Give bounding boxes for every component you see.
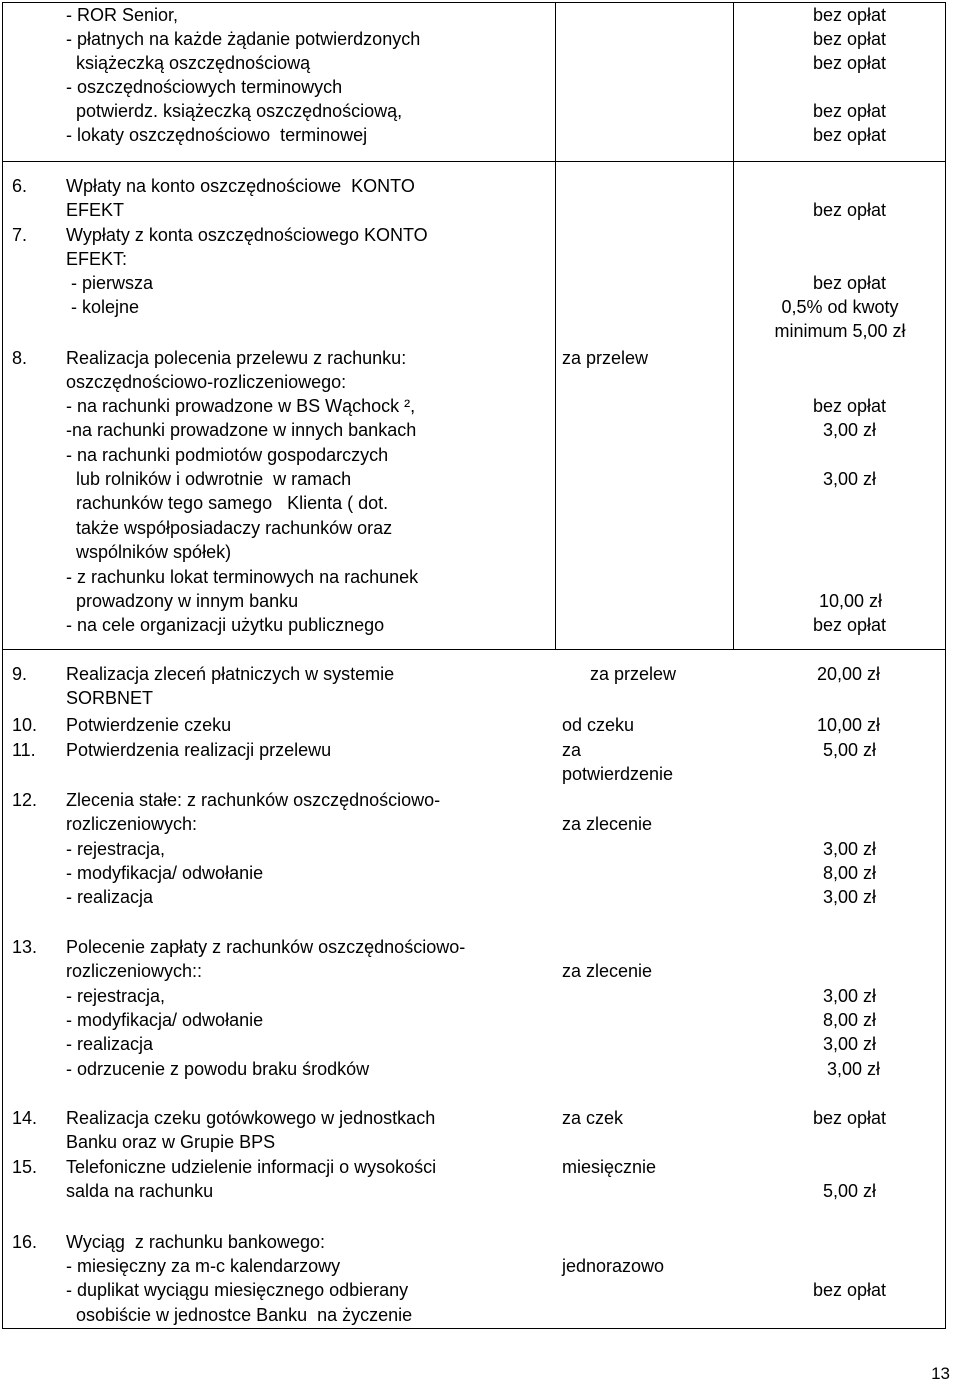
row-text: - na cele organizacji użytku publicznego: [66, 615, 385, 635]
column-divider-2: [733, 2, 734, 650]
row-number: 7.: [12, 225, 28, 245]
row-text: - oszczędnościowych terminowych: [66, 77, 343, 97]
row-text: książeczką oszczędnościową: [66, 53, 311, 73]
row-text: - ROR Senior,: [66, 5, 179, 25]
row-number: 16.: [12, 1232, 38, 1252]
row-text: Potwierdzenie czeku: [66, 715, 232, 735]
fee-value: bez opłat: [812, 273, 886, 293]
unit-label: za przelew: [562, 348, 649, 368]
unit-label: jednorazowo: [562, 1256, 665, 1276]
row-text: - miesięczny za m-c kalendarzowy: [66, 1256, 341, 1276]
row-text: salda na rachunku: [66, 1181, 214, 1201]
fee-value: 20,00 zł: [816, 664, 880, 684]
row-text: Zlecenia stałe: z rachunków oszczędnościowo-: [66, 790, 441, 810]
row-text: EFEKT:: [66, 249, 128, 269]
fee-value: 3,00 zł: [822, 469, 876, 489]
fee-value: bez opłat: [812, 396, 886, 416]
unit-label: za: [562, 740, 582, 760]
row-text: - z rachunku lokat terminowych na rachunek: [66, 567, 419, 587]
fee-value: minimum 5,00 zł: [774, 321, 906, 341]
row-text: lub rolników i odwrotnie w ramach: [66, 469, 352, 489]
row-number: 15.: [12, 1157, 38, 1177]
fee-value: 3,00 zł: [826, 1059, 880, 1079]
row-number: 14.: [12, 1108, 38, 1128]
row-text: - płatnych na każde żądanie potwierdzonych: [66, 29, 421, 49]
row-text: - na rachunki prowadzone w BS Wąchock ²,: [66, 396, 416, 416]
row-text: - modyfikacja/ odwołanie: [66, 1010, 264, 1030]
row-number: 11.: [12, 740, 36, 760]
fee-value: bez opłat: [812, 5, 886, 25]
unit-label: za zlecenie: [562, 814, 653, 834]
row-text: EFEKT: [66, 200, 125, 220]
unit-label: potwierdzenie: [562, 764, 674, 784]
row-text: Telefoniczne udzielenie informacji o wysokości: [66, 1157, 437, 1177]
row-number: 9.: [12, 664, 28, 684]
row-text: Wpłaty na konto oszczędnościowe KONTO: [66, 176, 415, 196]
unit-label: miesięcznie: [562, 1157, 657, 1177]
fee-value: 8,00 zł: [822, 863, 876, 883]
row-text: Realizacja zleceń płatniczych w systemie: [66, 664, 395, 684]
fee-value: bez opłat: [812, 615, 886, 635]
fee-value: 3,00 zł: [822, 887, 876, 907]
row-text: - rejestracja,: [66, 986, 166, 1006]
fee-value: bez opłat: [812, 29, 886, 49]
row-number: 10.: [12, 715, 38, 735]
fee-value: 3,00 zł: [822, 986, 876, 1006]
row-number: 6.: [12, 176, 28, 196]
fee-value: 10,00 zł: [816, 715, 880, 735]
fee-value: 8,00 zł: [822, 1010, 876, 1030]
row-text: - rejestracja,: [66, 839, 166, 859]
row-text: - duplikat wyciągu miesięcznego odbierany: [66, 1280, 409, 1300]
row-text: SORBNET: [66, 688, 154, 708]
fee-value: 3,00 zł: [822, 420, 876, 440]
row-text: - kolejne: [66, 297, 140, 317]
row-text: - lokaty oszczędnościowo terminowej: [66, 125, 368, 145]
row-number: 8.: [12, 348, 28, 368]
table-border-right: [945, 2, 946, 1328]
row-text: - realizacja: [66, 1034, 154, 1054]
row-divider: [2, 161, 946, 162]
fee-value: 5,00 zł: [822, 740, 876, 760]
fee-value: 0,5% od kwoty: [781, 297, 899, 317]
row-number: 13.: [12, 937, 38, 957]
fee-value: bez opłat: [812, 53, 886, 73]
row-text: - modyfikacja/ odwołanie: [66, 863, 264, 883]
column-divider-1: [555, 2, 556, 650]
row-text: Realizacja polecenia przelewu z rachunku:: [66, 348, 407, 368]
fee-value: bez opłat: [812, 1108, 886, 1128]
row-text: potwierdz. książeczką oszczędnościową,: [66, 101, 403, 121]
row-text: osobiście w jednostce Banku na życzenie: [66, 1305, 413, 1325]
row-text: rozliczeniowych::: [66, 961, 203, 981]
row-text: Potwierdzenia realizacji przelewu: [66, 740, 332, 760]
fee-value: 10,00 zł: [818, 591, 882, 611]
row-text: -na rachunki prowadzone w innych bankach: [66, 420, 417, 440]
row-text: Wypłaty z konta oszczędnościowego KONTO: [66, 225, 428, 245]
row-number: 12.: [12, 790, 38, 810]
row-text: prowadzony w innym banku: [66, 591, 299, 611]
row-text: rozliczeniowych:: [66, 814, 198, 834]
fee-value: bez opłat: [812, 101, 886, 121]
row-text: - na rachunki podmiotów gospodarczych: [66, 445, 389, 465]
row-text: Banku oraz w Grupie BPS: [66, 1132, 276, 1152]
fee-value: 3,00 zł: [822, 1034, 876, 1054]
row-text: wspólników spółek): [66, 542, 232, 562]
unit-label: za przelew: [590, 664, 677, 684]
fee-value: 5,00 zł: [822, 1181, 876, 1201]
row-text: - pierwsza: [66, 273, 154, 293]
row-text: rachunków tego samego Klienta ( dot.: [66, 493, 389, 513]
row-text: - realizacja: [66, 887, 154, 907]
unit-label: od czeku: [562, 715, 635, 735]
row-divider: [2, 649, 946, 650]
fee-value: bez opłat: [812, 1280, 886, 1300]
fee-value: 3,00 zł: [822, 839, 876, 859]
page-number: 13: [931, 1364, 950, 1383]
row-text: Realizacja czeku gotówkowego w jednostkach: [66, 1108, 436, 1128]
fee-value: bez opłat: [812, 200, 886, 220]
row-text: Wyciąg z rachunku bankowego:: [66, 1232, 325, 1252]
fee-value: bez opłat: [812, 125, 886, 145]
unit-label: za czek: [562, 1108, 624, 1128]
table-border-left: [2, 2, 3, 1328]
unit-label: za zlecenie: [562, 961, 653, 981]
row-text: Polecenie zapłaty z rachunków oszczędnościowo-: [66, 937, 466, 957]
row-text: - odrzucenie z powodu braku środków: [66, 1059, 370, 1079]
row-text: także współposiadaczy rachunków oraz: [66, 518, 393, 538]
table-border-bottom: [2, 1328, 946, 1329]
row-text: oszczędnościowo-rozliczeniowego:: [66, 372, 347, 392]
